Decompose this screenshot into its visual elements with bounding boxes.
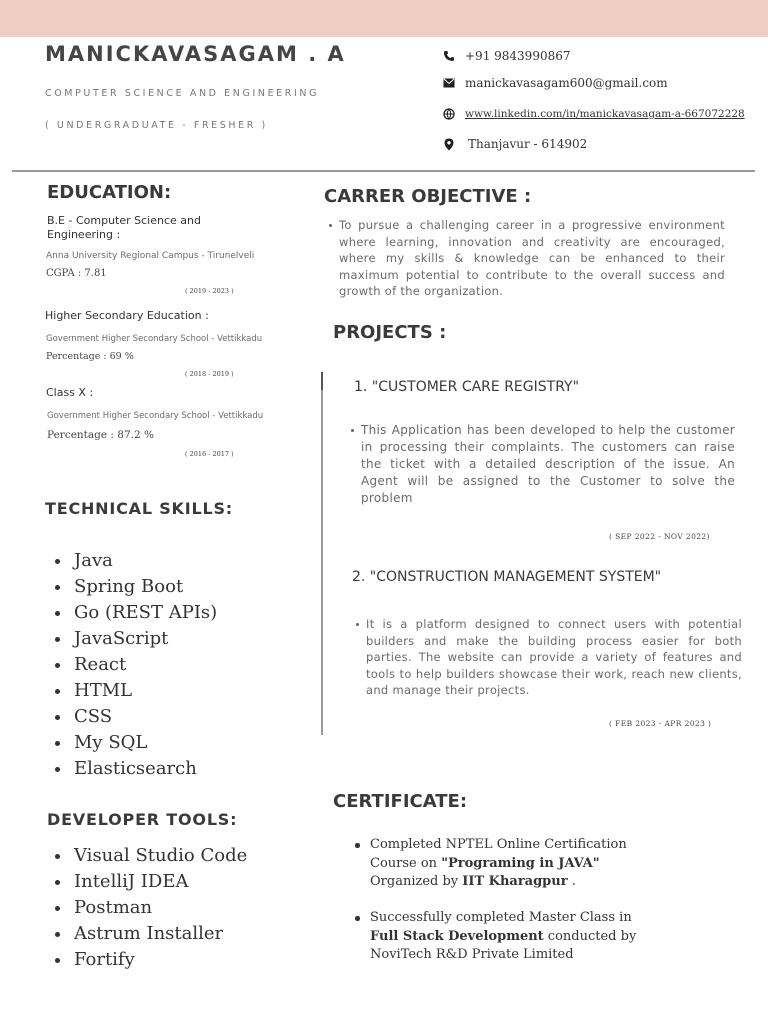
contact-linkedin — [442, 104, 745, 124]
list-item: Astrum Installer — [46, 921, 247, 947]
certificate-text: . — [567, 874, 576, 889]
contact-location — [442, 134, 587, 154]
email-address[interactable]: manickavasagam600@gmail.com — [465, 76, 668, 90]
education-years: ( 2016 - 2017 ) — [185, 450, 234, 458]
header-band — [0, 0, 768, 37]
project-description: This Application has been developed to help the customer in processing their complaints. The customers can raise the ticket with a detailed description of the issue. An Agent will be assigned to the Customer to solve the problem — [361, 423, 735, 505]
list-item: Visual Studio Code — [46, 843, 247, 869]
education-title: Higher Secondary Education : — [45, 309, 209, 322]
project-title: 1. "CUSTOMER CARE REGISTRY" — [354, 379, 580, 395]
phone-number: +91 9843990867 — [465, 49, 571, 63]
certificate-text: Organized by — [370, 874, 463, 889]
phone-icon — [442, 49, 456, 63]
globe-icon — [442, 107, 456, 121]
certificate-item — [370, 836, 630, 892]
list-item: CSS — [46, 704, 217, 730]
education-title: B.E - Computer Science and Engineering : — [47, 214, 201, 241]
technical-skills-list — [46, 548, 217, 782]
education-institution: Government Higher Secondary School - Vettikkadu — [46, 334, 263, 344]
location-text: Thanjavur - 614902 — [468, 137, 588, 151]
technical-skills-heading: TECHNICAL SKILLS: — [45, 499, 233, 518]
developer-tools-heading: DEVELOPER TOOLS: — [47, 810, 238, 829]
project-dates: ( FEB 2023 - APR 2023 ) — [609, 719, 712, 728]
developer-tools-list — [46, 843, 247, 973]
education-heading: EDUCATION: — [47, 182, 172, 203]
list-item: Go (REST APIs) — [46, 600, 217, 626]
linkedin-link[interactable]: www.linkedin.com/in/manickavasagam-a-667072228 — [465, 108, 745, 120]
list-item: React — [46, 652, 217, 678]
list-item: Fortify — [46, 947, 247, 973]
list-item: Spring Boot — [46, 574, 217, 600]
list-item: Elasticsearch — [46, 756, 217, 782]
header-divider — [12, 170, 755, 172]
location-pin-icon — [442, 137, 456, 151]
education-score: CGPA : 7.81 — [46, 268, 107, 279]
certificate-text: Successfully completed Master Class in — [370, 910, 632, 925]
projects-heading: PROJECTS : — [333, 322, 447, 343]
list-item: Postman — [46, 895, 247, 921]
department: COMPUTER SCIENCE AND ENGINEERING — [45, 88, 320, 99]
education-score: Percentage : 69 % — [46, 351, 134, 362]
project-description: It is a platform designed to connect users with potential builders and make the building process easier for both parties. The website can provide a variety of features and tools to help builders showcase their work, reach new clients, and manage their projects. — [366, 617, 742, 697]
email-icon — [442, 76, 456, 90]
certificate-organizer: IIT Kharagpur — [462, 874, 568, 889]
candidate-name: MANICKAVASAGAM . A — [45, 42, 346, 66]
certificate-text: Completed NPTEL Online Certification Course on — [370, 837, 627, 871]
education-score: Percentage : 87.2 % — [47, 429, 155, 441]
objective-heading: CARRER OBJECTIVE : — [324, 186, 532, 207]
list-item: My SQL — [46, 730, 217, 756]
education-years: ( 2018 - 2019 ) — [185, 370, 234, 378]
list-item: HTML — [46, 678, 217, 704]
project-title: 2. "CONSTRUCTION MANAGEMENT SYSTEM" — [352, 569, 662, 585]
education-institution: Government Higher Secondary School - Vettikkadu — [47, 411, 264, 421]
education-institution: Anna University Regional Campus - Tirunelveli — [46, 251, 255, 261]
project-dates: ( SEP 2022 - NOV 2022) — [609, 532, 710, 541]
list-item: JavaScript — [46, 626, 217, 652]
list-item: Java — [46, 548, 217, 574]
contact-email — [442, 73, 668, 93]
list-item: IntelliJ IDEA — [46, 869, 247, 895]
column-divider-accent — [321, 372, 323, 390]
certificate-course: "Programing in JAVA" — [441, 855, 600, 871]
certificate-item — [370, 909, 640, 965]
contact-phone — [442, 46, 571, 66]
education-title: Class X : — [46, 386, 94, 399]
objective-text: To pursue a challenging career in a progressive environment where learning, innovation and creativity are encouraged, where my skills & knowledge can be enhanced to their maximum potential to contribute to the overall success and growth of the organization. — [339, 218, 725, 298]
candidate-status: ( UNDERGRADUATE - FRESHER ) — [45, 120, 268, 131]
certificate-text: conducted by NoviTech R&D Private Limited — [370, 928, 637, 962]
certificate-course: Full Stack Development — [370, 928, 544, 944]
education-years: ( 2019 - 2023 ) — [185, 287, 234, 295]
column-divider — [321, 372, 323, 735]
certificate-heading: CERTIFICATE: — [333, 791, 468, 812]
